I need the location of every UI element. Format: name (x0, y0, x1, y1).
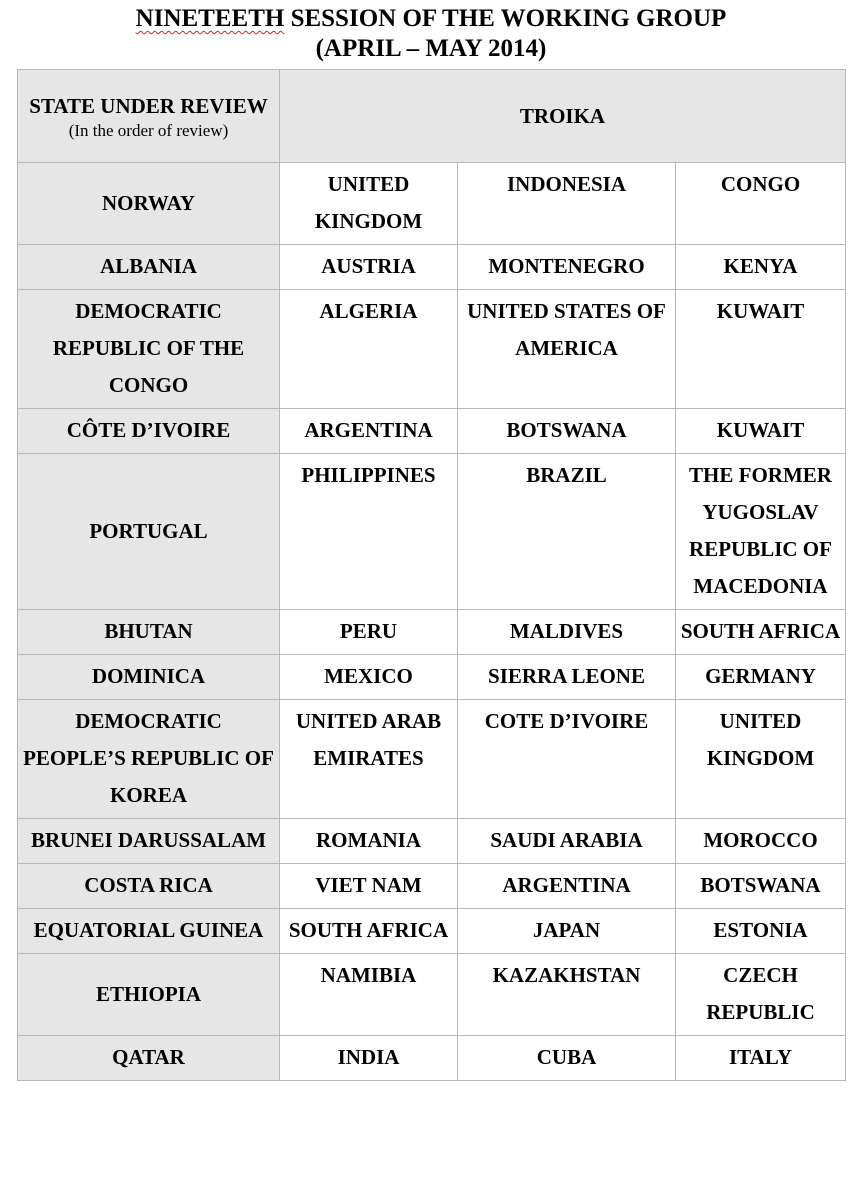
state-under-review-cell: COSTA RICA (18, 864, 280, 909)
troika-member-cell: MEXICO (280, 655, 458, 700)
title-misspelled-word: NINETEETH (135, 5, 285, 32)
troika-member-cell: AUSTRIA (280, 245, 458, 290)
state-under-review-cell: CÔTE D’IVOIRE (18, 409, 280, 454)
troika-member-cell: SAUDI ARABIA (458, 819, 676, 864)
state-under-review-cell: ETHIOPIA (18, 954, 280, 1036)
table-row (18, 864, 846, 909)
troika-table (17, 69, 846, 1081)
table-header-row (18, 70, 846, 163)
troika-member-cell: THE FORMER YUGOSLAV REPUBLIC OF MACEDONIA (676, 454, 846, 610)
troika-member-cell: CZECH REPUBLIC (676, 954, 846, 1036)
state-under-review-cell: DOMINICA (18, 655, 280, 700)
header-state-note: (In the order of review) (68, 120, 229, 140)
troika-member-cell: MALDIVES (458, 610, 676, 655)
troika-member-cell: SIERRA LEONE (458, 655, 676, 700)
troika-member-cell: ARGENTINA (280, 409, 458, 454)
troika-member-cell: INDIA (280, 1036, 458, 1081)
header-troika-label: TROIKA (519, 103, 606, 128)
troika-member-cell: CONGO (676, 163, 846, 245)
troika-member-cell: BOTSWANA (458, 409, 676, 454)
troika-member-cell: KENYA (676, 245, 846, 290)
table-row (18, 409, 846, 454)
table-row (18, 700, 846, 819)
troika-member-cell: MONTENEGRO (458, 245, 676, 290)
troika-member-cell: KAZAKHSTAN (458, 954, 676, 1036)
table-row (18, 819, 846, 864)
document-title (0, 4, 862, 64)
troika-member-cell: GERMANY (676, 655, 846, 700)
header-state-cell (18, 70, 280, 163)
state-under-review-cell: BRUNEI DARUSSALAM (18, 819, 280, 864)
table-row (18, 655, 846, 700)
troika-member-cell: ALGERIA (280, 290, 458, 409)
troika-member-cell: PHILIPPINES (280, 454, 458, 610)
troika-member-cell: VIET NAM (280, 864, 458, 909)
troika-member-cell: MOROCCO (676, 819, 846, 864)
state-under-review-cell: QATAR (18, 1036, 280, 1081)
troika-member-cell: ESTONIA (676, 909, 846, 954)
troika-member-cell: ARGENTINA (458, 864, 676, 909)
troika-member-cell: BRAZIL (458, 454, 676, 610)
title-subtitle: (APRIL – MAY 2014) (315, 35, 547, 62)
troika-member-cell: UNITED ARAB EMIRATES (280, 700, 458, 819)
table-row (18, 1036, 846, 1081)
table-row (18, 163, 846, 245)
table-row (18, 245, 846, 290)
troika-member-cell: UNITED STATES OF AMERICA (458, 290, 676, 409)
troika-member-cell: SOUTH AFRICA (280, 909, 458, 954)
table-row (18, 454, 846, 610)
state-under-review-cell: ALBANIA (18, 245, 280, 290)
troika-member-cell: ROMANIA (280, 819, 458, 864)
state-under-review-cell: DEMOCRATIC REPUBLIC OF THE CONGO (18, 290, 280, 409)
troika-member-cell: COTE D’IVOIRE (458, 700, 676, 819)
troika-member-cell: CUBA (458, 1036, 676, 1081)
state-under-review-cell: BHUTAN (18, 610, 280, 655)
table-row (18, 909, 846, 954)
state-under-review-cell: NORWAY (18, 163, 280, 245)
troika-member-cell: UNITED KINGDOM (280, 163, 458, 245)
troika-member-cell: INDONESIA (458, 163, 676, 245)
table-row (18, 610, 846, 655)
troika-member-cell: NAMIBIA (280, 954, 458, 1036)
troika-member-cell: ITALY (676, 1036, 846, 1081)
header-state-label: STATE UNDER REVIEW (29, 93, 268, 118)
state-under-review-cell: PORTUGAL (18, 454, 280, 610)
troika-member-cell: BOTSWANA (676, 864, 846, 909)
header-troika-cell (280, 70, 846, 163)
state-under-review-cell: EQUATORIAL GUINEA (18, 909, 280, 954)
table-body (18, 70, 846, 1081)
troika-member-cell: UNITED KINGDOM (676, 700, 846, 819)
troika-member-cell: PERU (280, 610, 458, 655)
state-under-review-cell: DEMOCRATIC PEOPLE’S REPUBLIC OF KOREA (18, 700, 280, 819)
table-row (18, 954, 846, 1036)
troika-member-cell: KUWAIT (676, 290, 846, 409)
troika-member-cell: SOUTH AFRICA (676, 610, 846, 655)
title-rest: SESSION OF THE WORKING GROUP (284, 5, 727, 32)
table-row (18, 290, 846, 409)
troika-member-cell: JAPAN (458, 909, 676, 954)
title-line (0, 4, 862, 34)
troika-member-cell: KUWAIT (676, 409, 846, 454)
